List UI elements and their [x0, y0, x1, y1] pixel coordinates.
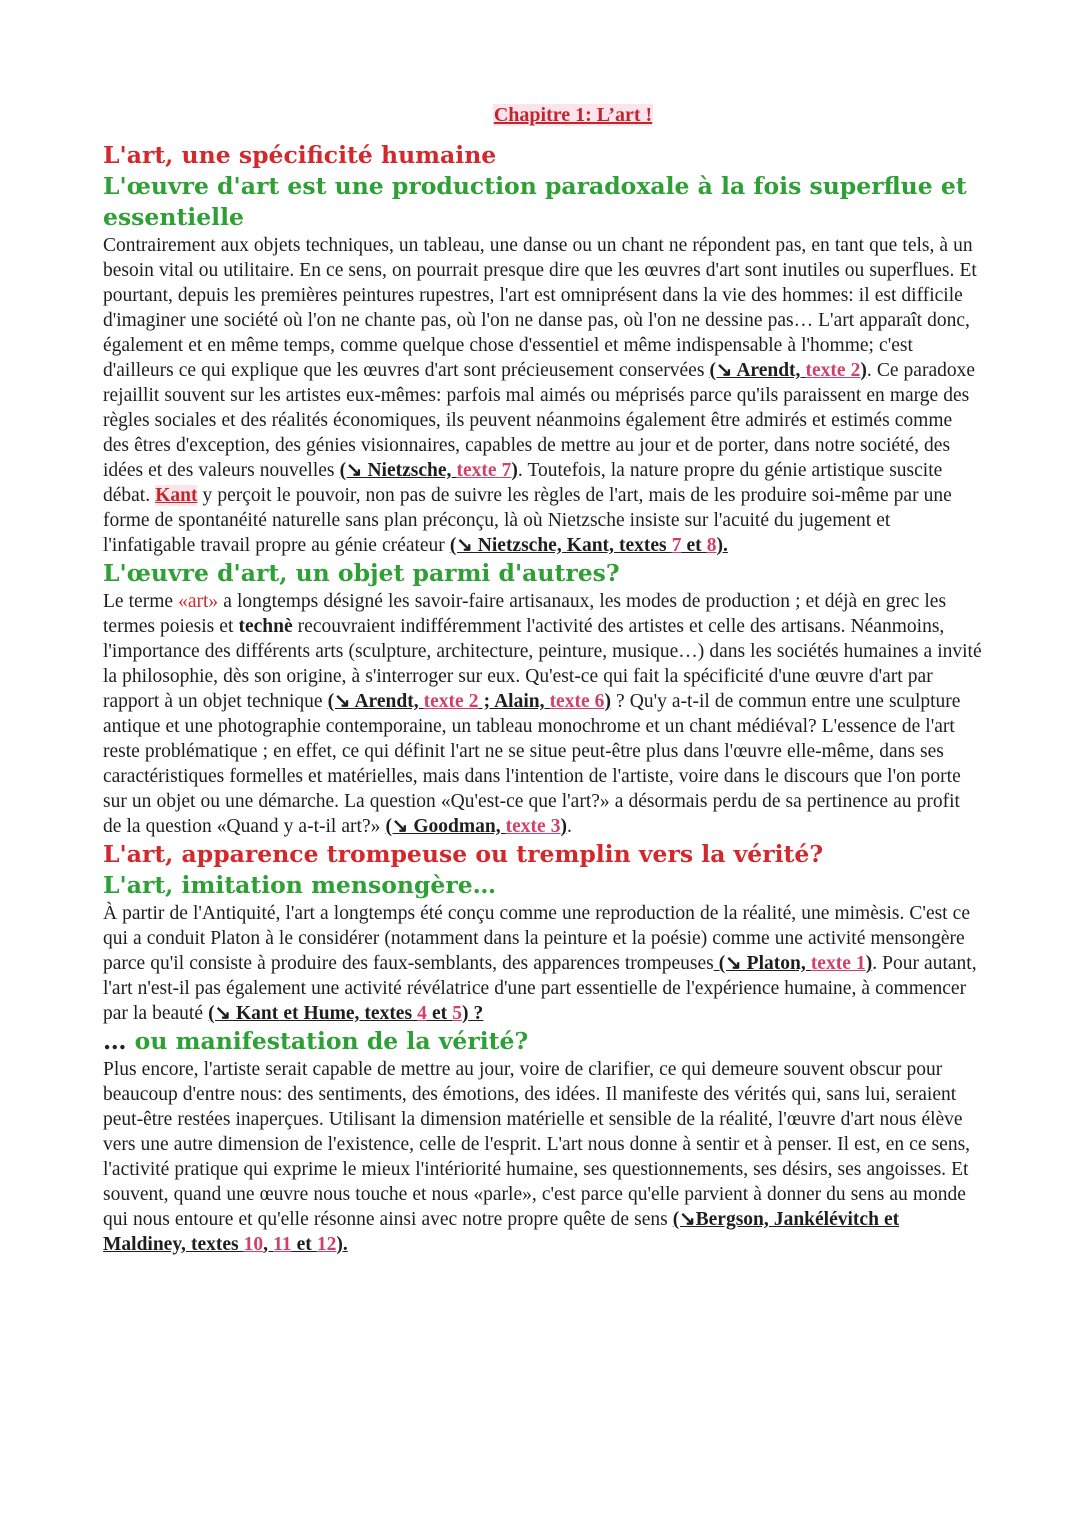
- text-run: . Toutefois, la nature propre du génie artistique suscite débat.: [103, 460, 943, 506]
- reference-text-number: 10: [243, 1234, 264, 1255]
- paragraph-paradoxe: [103, 233, 983, 558]
- chapter-title: Chapitre 1: L’art !: [493, 104, 653, 126]
- reference-close: ): [511, 460, 518, 481]
- reference-link-nietzsche-kant[interactable]: [450, 535, 728, 556]
- text-run: À partir de l'Antiquité, l'art a longtemps été conçu comme une reproduction de la réalité, une mimèsis. C'est ce qui a conduit Platon à le considérer (notamment dans la peinture et la poésie) comme une activité mensongère parce qu'il consiste à produire des faux-semblants, des apparences trompeuses: [103, 903, 970, 974]
- heading-art-specificite: L'art, une spécificité humaine: [103, 141, 497, 169]
- reference-text-number: 7: [671, 535, 682, 556]
- reference-text-number: texte 2: [805, 360, 861, 381]
- term-techne: technè: [238, 616, 293, 637]
- text-run: a longtemps désigné les savoir-faire artisanaux, les modes de production ; et déjà en grec les termes poiesis et: [103, 591, 947, 637]
- text-run: Le terme: [103, 591, 179, 612]
- reference-link-nietzsche[interactable]: [340, 460, 518, 481]
- reference-text-number: 5: [452, 1003, 462, 1024]
- reference-text-number: 12: [316, 1234, 337, 1255]
- reference-text-number: texte 2: [423, 691, 479, 712]
- reference-link-platon[interactable]: [714, 953, 872, 974]
- reference-close: ).: [336, 1234, 348, 1255]
- reference-link-kant-hume[interactable]: [208, 1003, 483, 1024]
- paragraph-manifestation: [103, 1057, 983, 1257]
- reference-text-number: 8: [706, 535, 717, 556]
- heading-objet-parmi-autres: L'œuvre d'art, un objet parmi d'autres?: [103, 559, 620, 587]
- paragraph-objet: [103, 589, 983, 839]
- reference-sep: ,: [263, 1234, 274, 1255]
- paragraph-imitation: [103, 901, 983, 1026]
- heading-manifestation: [103, 1026, 983, 1057]
- reference-author: (↘ Platon,: [713, 953, 811, 974]
- reference-link-goodman[interactable]: [385, 816, 567, 837]
- reference-sep: et: [291, 1234, 317, 1255]
- text-run: Plus encore, l'artiste serait capable de mettre au jour, voire de clarifier, ce qui demeure souvent obscur pour beaucoup d'entre nous: des sentiments, des émotions, des idées. Il manifeste des vérités qui, sans lui, seraient peut-être restées inaperçues. Utilisant la dimension matérielle et sensible de la réalité, l'œuvre d'art nous élève vers une autre dimension de l'existence, celle de l'esprit. L'art nous donne à sentir et à penser. Il est, en ce sens, l'activité pratique qui exprime le mieux l'intériorité humaine, ses questionnements, ses désirs, ses angoisses. Et souvent, quand une œuvre nous touche et nous «parle», c'est parce qu'elle parvient à donner du sens au monde qui nous entoure et qu'elle résonne ainsi avec notre propre quête de sens: [103, 1059, 971, 1230]
- text-run: y perçoit le pouvoir, non pas de suivre les règles de l'art, mais de les produire soi-même par une forme de spontanéité naturelle sans plan préconçu, là où Nietzsche insiste sur l'acuité du jugement et l'infatigable travail propre au génie créateur: [103, 485, 952, 556]
- reference-link-arendt-alain[interactable]: [328, 691, 611, 712]
- reference-author: (↘ Kant et Hume, textes: [208, 1003, 418, 1024]
- reference-sep: et: [681, 535, 707, 556]
- reference-close: ): [860, 360, 867, 381]
- text-run: ? Qu'y a-t-il de commun entre une sculpture antique et une photographie contemporaine, un tableau monochrome et un chant médiéval? L'essence de l'art reste problématique ; en effet, ce qui définit l'art ne se situe peut-être plus dans l'œuvre elle-même, dans ses caractéristiques formelles et matérielles, mais dans l'intention de l'artiste, voire dans le discours que l'on porte sur un objet ou une démarche. La question «Qu'est-ce que l'art?» a désormais perdu de sa pertinence au profit de la question «Quand y a-t-il art?»: [103, 691, 961, 837]
- heading-imitation: L'art, imitation mensongère…: [103, 871, 497, 899]
- text-run: .: [567, 816, 572, 837]
- text-run: . Ce paradoxe rejaillit souvent sur les artistes eux-mêmes: parfois mal aimés ou méprisés parce qu'ils paraissent en marge des règles sociales et des réalités économiques, ils peuvent néanmoins également être admirés et estimés comme des êtres d'exception, des génies visionnaires, capables de mettre au jour et de porter, dans notre société, des idées et des valeurs nouvelles: [103, 360, 976, 481]
- reference-close: ): [865, 953, 873, 974]
- reference-text-number: texte 6: [549, 691, 605, 712]
- reference-close: ) ?: [461, 1003, 484, 1024]
- reference-author: (↘ Nietzsche,: [339, 460, 457, 481]
- reference-text-number: texte 1: [810, 953, 866, 974]
- reference-text-number: texte 3: [505, 816, 561, 837]
- title-row: [103, 98, 983, 140]
- reference-author: (↘ Arendt,: [327, 691, 424, 712]
- term-art: «art»: [178, 591, 219, 612]
- reference-text-number: texte 7: [456, 460, 512, 481]
- reference-close: ).: [716, 535, 728, 556]
- reference-sep: ; Alain,: [478, 691, 550, 712]
- reference-author: (↘Bergson, Jankélévitch et Maldiney, textes: [103, 1209, 900, 1255]
- document-content: [103, 98, 983, 1257]
- heading-oeuvre-paradoxale: L'œuvre d'art est une production paradoxale à la fois superflue et essentielle: [103, 172, 967, 231]
- reference-author: (↘ Arendt,: [709, 360, 806, 381]
- text-run: . Pour autant, l'art n'est-il pas également une activité révélatrice d'une part essentielle de l'expérience humaine, à commencer par la beauté: [103, 953, 977, 1024]
- reference-author: (↘ Goodman,: [385, 816, 506, 837]
- text-run: Contrairement aux objets techniques, un tableau, une danse ou un chant ne répondent pas, en tant que tels, à un besoin vital ou utilitaire. En ce sens, on pourrait presque dire que les œuvres d'art sont inutiles ou superflues. Et pourtant, depuis les premières peintures rupestres, l'art est omniprésent dans la vie des hommes: il est difficile d'imaginer une société où l'on ne chante pas, où l'on ne danse pas, où l'on ne dessine pas… L'art apparaît donc, également et en même temps, comme quelque chose d'essentiel et même indispensable à l'homme; c'est d'ailleurs ce qui explique que les œuvres d'art sont précieusement conservées: [103, 235, 977, 381]
- heading-text: ou manifestation de la vérité?: [126, 1027, 529, 1055]
- reference-text-number: 11: [273, 1234, 292, 1255]
- reference-author: (↘ Nietzsche, Kant, textes: [449, 535, 672, 556]
- text-run: recouvraient indifféremment l'activité des artistes et celle des artisans. Néanmoins, l'importance des différents arts (sculpture, architecture, peinture, musique…) dans les sociétés humaines a invité la philosophie, dès son origine, à s'interroger sur eux. Qu'est-ce qui fait la spécificité d'une œuvre d'art par rapport à un objet technique: [103, 616, 982, 712]
- heading-apparence-verite: L'art, apparence trompeuse ou tremplin vers la vérité?: [103, 840, 824, 868]
- reference-text-number: 4: [417, 1003, 427, 1024]
- reference-link-arendt[interactable]: [709, 360, 866, 381]
- reference-sep: et: [426, 1003, 453, 1024]
- heading-ellipsis: …: [103, 1027, 127, 1055]
- reference-close: ): [604, 691, 611, 712]
- reference-close: ): [560, 816, 568, 837]
- highlighted-kant: Kant: [155, 485, 198, 506]
